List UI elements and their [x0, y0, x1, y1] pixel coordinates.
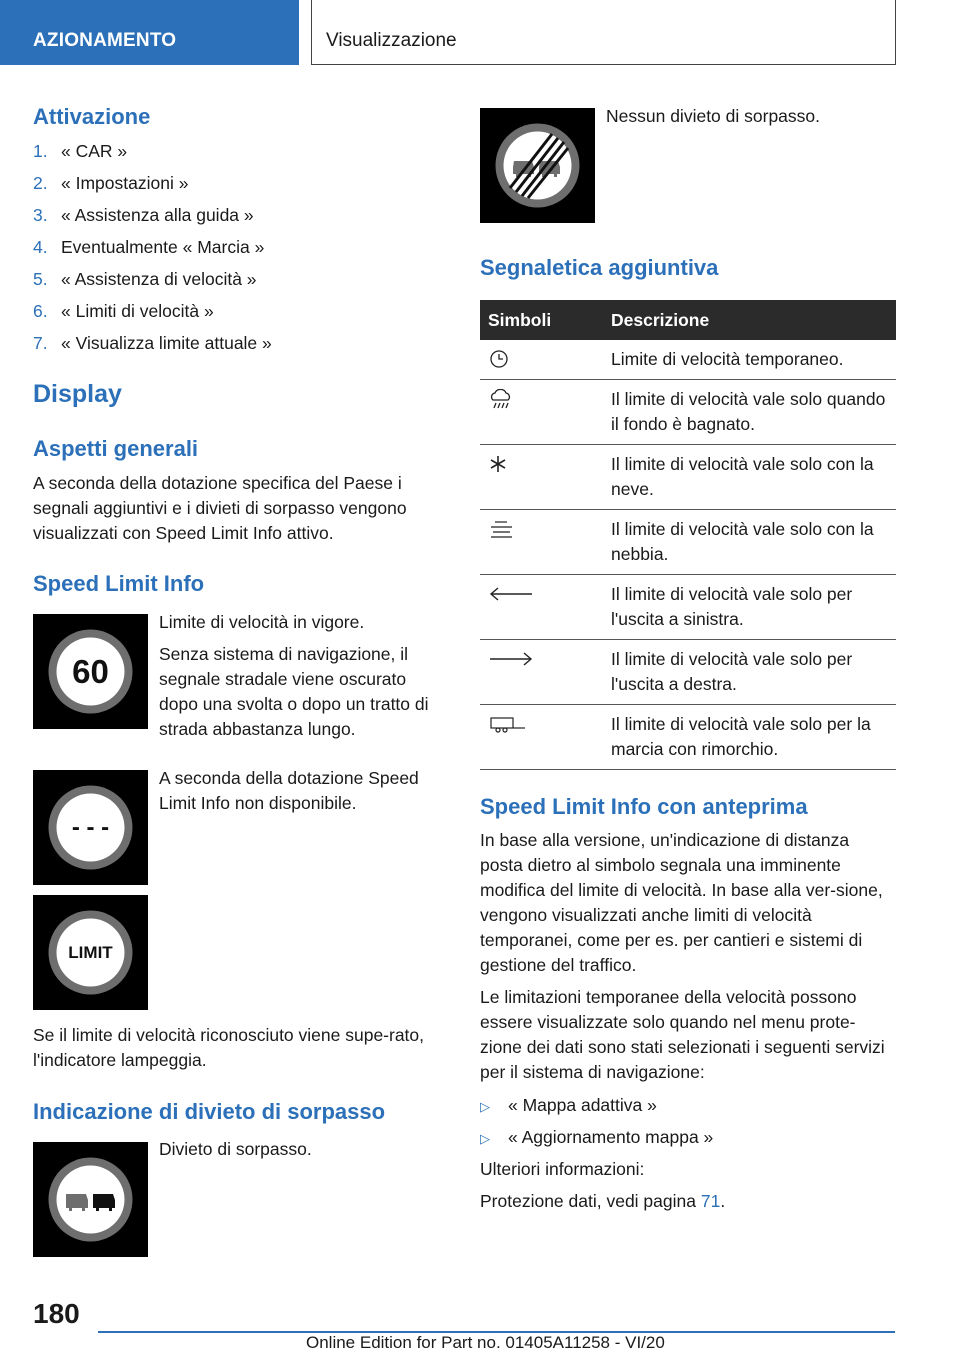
- step-item: 2. « Impostazioni »: [33, 173, 189, 193]
- arrow-right-icon: [488, 649, 534, 669]
- services-list: [480, 1093, 713, 1157]
- rain-cloud-icon: [488, 389, 514, 411]
- table-row: Il limite di velocità vale solo per l'uscita a destra.: [480, 640, 896, 705]
- step-item: 4. Eventualmente « Marcia »: [33, 237, 265, 257]
- overtake-heading: Indicazione di divieto di sorpasso: [33, 1099, 386, 1124]
- list-item: ▷ « Aggiornamento mappa »: [480, 1125, 713, 1157]
- activation-heading: Attivazione: [33, 104, 151, 129]
- speed-limit-info-heading: Speed Limit Info: [33, 571, 205, 596]
- preview-text-2: Le limitazioni temporanee della velocità possono essere visualizzate solo quando nel menu prote-zione dei dati sono stati selezionati i seguenti servizi per il sistema di navigazione:: [480, 987, 885, 1082]
- arrow-left-icon: [488, 584, 534, 604]
- display-heading: Display: [33, 380, 122, 408]
- sign60-text-2: Senza sistema di navigazione, il segnale stradale viene oscurato dopo una svolta o dopo un tratto di strada abbastanza lungo.: [159, 644, 429, 739]
- table-header-row: [480, 300, 896, 340]
- activation-steps: [33, 139, 272, 363]
- clock-icon: [488, 349, 512, 369]
- preview-text-1: In base alla versione, un'indicazione di distanza posta dietro al simbolo segnala una imminente modifica del limite di velocità. In base alla ver-sione, vengono visualizzati anche limiti di velocità temporanei, come per es. per cantieri e sistemi di gestione del traffico.: [480, 830, 883, 975]
- speed-limit-60-sign: [33, 614, 148, 729]
- svg-text:60: 60: [72, 653, 109, 690]
- svg-text:- - -: - - -: [71, 814, 110, 841]
- step-item: 5. « Assistenza di velocità »: [33, 269, 257, 289]
- page-link[interactable]: 71: [700, 1191, 721, 1211]
- exceed-text: Se il limite di velocità riconosciuto viene supe-rato, l'indicatore lampeggia.: [33, 1025, 425, 1070]
- overtake-text: Divieto di sorpasso.: [159, 1139, 312, 1159]
- table-row: Limite di velocità temporaneo.: [480, 340, 896, 380]
- table-row: Il limite di velocità vale solo con la nebbia.: [480, 510, 896, 575]
- end-no-overtaking-sign: [480, 108, 595, 223]
- speed-limit-unavailable-sign: [33, 770, 148, 885]
- sign60-text-1: Limite di velocità in vigore.: [159, 612, 365, 632]
- column-header-symbols: Simboli: [480, 300, 603, 340]
- more-info-text: Ulteriori informazioni:: [480, 1159, 645, 1179]
- list-item: ▷ « Mappa adattiva »: [480, 1093, 713, 1125]
- trailer-icon: [488, 714, 528, 736]
- table-row: Il limite di velocità vale solo per l'uscita a sinistra.: [480, 575, 896, 640]
- step-item: 1. « CAR »: [33, 141, 128, 161]
- symbols-table: [480, 300, 896, 770]
- step-item: 7. « Visualizza limite attuale »: [33, 333, 272, 353]
- privacy-ref: Protezione dati, vedi pagina 71.: [480, 1191, 726, 1211]
- general-text: A seconda della dotazione specifica del Paese i segnali aggiuntivi e i divieti di sorpasso vengono visualizzati con Speed Limit Info attivo.: [33, 473, 407, 543]
- section-tab: AZIONAMENTO: [0, 0, 299, 65]
- column-header-description: Descrizione: [603, 300, 896, 340]
- no-overtaking-sign: [33, 1142, 148, 1257]
- fog-icon: [488, 519, 516, 541]
- table-row: Il limite di velocità vale solo per la marcia con rimorchio.: [480, 705, 896, 770]
- page-number: 180: [33, 1298, 80, 1329]
- preview-heading: Speed Limit Info con anteprima: [480, 794, 808, 819]
- speed-limit-limit-sign: [33, 895, 148, 1010]
- triangle-bullet-icon: ▷: [480, 1131, 490, 1146]
- footer-edition: Online Edition for Part no. 01405A11258 - VI/20: [306, 1333, 665, 1352]
- snowflake-icon: [488, 454, 510, 474]
- svg-text:LIMIT: LIMIT: [68, 943, 113, 962]
- step-item: 3. « Assistenza alla guida »: [33, 205, 254, 225]
- table-row: Il limite di velocità vale solo quando il fondo è bagnato.: [480, 380, 896, 445]
- signdash-text: A seconda della dotazione Speed Limit Info non disponibile.: [159, 768, 419, 813]
- general-heading: Aspetti generali: [33, 436, 199, 461]
- chapter-title: Visualizzazione: [311, 0, 896, 65]
- table-row: Il limite di velocità vale solo con la neve.: [480, 445, 896, 510]
- extra-signs-heading: Segnaletica aggiuntiva: [480, 255, 719, 280]
- no-overtake-text: Nessun divieto di sorpasso.: [606, 106, 820, 126]
- step-item: 6. « Limiti di velocità »: [33, 301, 214, 321]
- triangle-bullet-icon: ▷: [480, 1099, 490, 1114]
